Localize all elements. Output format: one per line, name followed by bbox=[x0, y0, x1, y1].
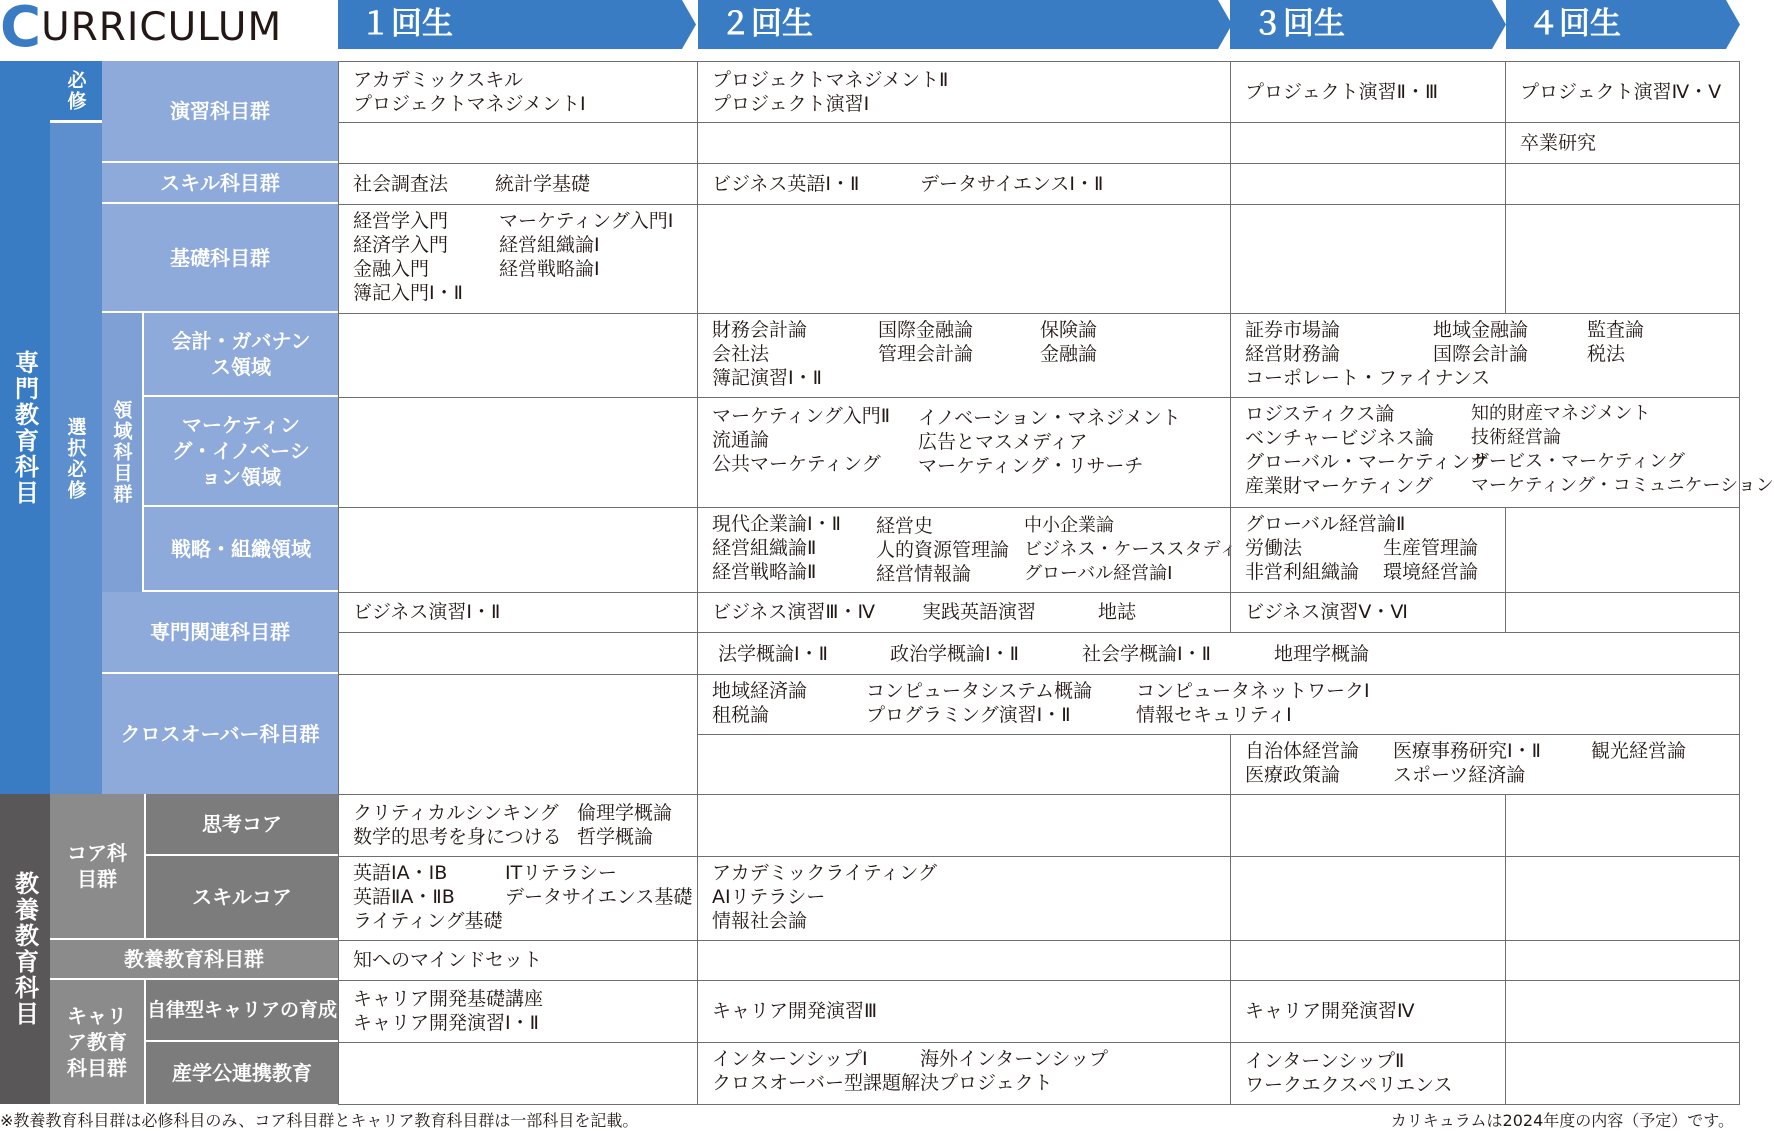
course: 流通論 bbox=[712, 429, 770, 451]
cell-kanren-y4 bbox=[1505, 592, 1740, 633]
course: ビジネス・ケーススタディ bbox=[1024, 539, 1238, 560]
cell-sotsugyo bbox=[1505, 122, 1740, 164]
cell-skillcore-y3 bbox=[1230, 856, 1506, 941]
label-core: コア科目群 bbox=[50, 794, 144, 940]
year-label: ２回生 bbox=[720, 6, 813, 42]
course: 金融入門 bbox=[353, 258, 430, 280]
course: 労働法 bbox=[1245, 537, 1303, 559]
cell-cross-row2-y3 bbox=[1230, 734, 1740, 795]
label-skill: スキル科目群 bbox=[102, 163, 338, 204]
cell-skill-y2 bbox=[697, 163, 1231, 205]
cell-cross-row1 bbox=[697, 674, 1740, 735]
course: 観光経営論 bbox=[1591, 740, 1687, 762]
course: 自治体経営論 bbox=[1245, 740, 1360, 762]
cell-sen-y2 bbox=[697, 507, 1238, 593]
course: 医療政策論 bbox=[1245, 764, 1341, 786]
cell-mkt-y1 bbox=[338, 397, 698, 508]
course: 租税論 bbox=[712, 704, 770, 726]
course: コーポレート・ファイナンス bbox=[1245, 367, 1491, 389]
course: キャリア開発演習Ⅰ・Ⅱ bbox=[353, 1012, 539, 1034]
cell-enshu-y1 bbox=[338, 61, 698, 123]
course: 経営史 bbox=[876, 515, 934, 537]
course: 公共マーケティング bbox=[712, 453, 881, 475]
course: 環境経営論 bbox=[1383, 561, 1479, 583]
course: 倫理学概論 bbox=[577, 802, 673, 824]
course: アカデミックスキル bbox=[353, 69, 524, 91]
label-senryaku: 戦略・組織領域 bbox=[144, 507, 338, 592]
cell-kiso-y2 bbox=[697, 204, 1231, 314]
cell-kiso-y1 bbox=[338, 204, 698, 314]
course: 英語ⅡA・ⅡB bbox=[353, 886, 455, 908]
course: 財務会計論 bbox=[712, 319, 808, 341]
course: キャリア開発基礎講座 bbox=[353, 988, 544, 1010]
course: 統計学基礎 bbox=[495, 173, 591, 195]
course: データサイエンス基礎 bbox=[505, 886, 693, 908]
course: 中小企業論 bbox=[1024, 515, 1114, 536]
label-enshu: 演習科目群 bbox=[102, 61, 338, 163]
course: 情報セキュリティⅠ bbox=[1136, 704, 1292, 726]
course: ワークエクスペリエンス bbox=[1245, 1074, 1453, 1096]
cell-kaikei-y1 bbox=[338, 313, 698, 398]
course: ビジネス演習Ⅰ・Ⅱ bbox=[353, 601, 501, 623]
label-sangaku: 産学公連携教育 bbox=[144, 1042, 338, 1104]
course: 税法 bbox=[1587, 343, 1626, 365]
course: グローバル経営論Ⅱ bbox=[1245, 513, 1406, 535]
cell-jiritsu-y1 bbox=[338, 980, 698, 1043]
cell-skillcore-y1 bbox=[338, 856, 698, 941]
course: 社会調査法 bbox=[353, 173, 449, 195]
course: グローバル・マーケティング bbox=[1245, 451, 1489, 473]
year-header-2 bbox=[698, 0, 1232, 49]
year-header-1 bbox=[338, 0, 696, 49]
course: コンピュータネットワークⅠ bbox=[1136, 680, 1370, 702]
course: グローバル経営論Ⅰ bbox=[1024, 563, 1173, 584]
course: インターンシップⅠ bbox=[712, 1048, 868, 1070]
cell-kyoyo-y1 bbox=[338, 940, 698, 981]
course: 社会学概論Ⅰ・Ⅱ bbox=[1082, 643, 1211, 665]
course: 経営組織論Ⅱ bbox=[712, 537, 817, 559]
course: 英語ⅠA・ⅠB bbox=[353, 862, 448, 884]
course: 地域経済論 bbox=[712, 680, 808, 702]
course: 産業財マーケティング bbox=[1245, 475, 1433, 497]
cell-enshu-y4 bbox=[1505, 61, 1740, 123]
course: ビジネス英語Ⅰ・Ⅱ bbox=[712, 173, 860, 195]
cell-sangaku-y2 bbox=[697, 1042, 1231, 1105]
course: マーケティング入門Ⅰ bbox=[499, 210, 674, 232]
course: 法学概論Ⅰ・Ⅱ bbox=[718, 643, 828, 665]
year-header-4 bbox=[1506, 0, 1740, 49]
course: ITリテラシー bbox=[505, 862, 617, 884]
cell-sangaku-y3 bbox=[1230, 1042, 1506, 1105]
category-sentaku: 選択必修 bbox=[50, 123, 102, 794]
course: 医療事務研究Ⅰ・Ⅱ bbox=[1393, 740, 1541, 762]
cell-enshu2-y1 bbox=[338, 122, 698, 164]
course: 保険論 bbox=[1040, 319, 1098, 341]
course: 哲学概論 bbox=[577, 826, 654, 848]
cell-enshu2-y3 bbox=[1230, 122, 1506, 164]
cell-skill-y3 bbox=[1230, 163, 1506, 205]
course: 経済学入門 bbox=[353, 234, 449, 256]
cell-sen-y4 bbox=[1505, 507, 1740, 593]
cell-kaikei-y2 bbox=[697, 313, 1231, 398]
course: 経営財務論 bbox=[1245, 343, 1341, 365]
course: ベンチャービジネス論 bbox=[1245, 427, 1434, 449]
cell-kyoyo-y4 bbox=[1505, 940, 1740, 981]
course: 数学的思考を身につける bbox=[353, 826, 562, 848]
label-skill-core: スキルコア bbox=[144, 856, 338, 940]
cell-skillcore-y4 bbox=[1505, 856, 1740, 941]
course: 金融論 bbox=[1040, 343, 1098, 365]
course: 政治学概論Ⅰ・Ⅱ bbox=[890, 643, 1019, 665]
cell-jiritsu-y3 bbox=[1230, 980, 1506, 1043]
label-marketing: マーケティング・イノベーション領域 bbox=[144, 397, 338, 507]
course: 経営戦略論Ⅰ bbox=[499, 258, 600, 280]
course: 監査論 bbox=[1587, 319, 1645, 341]
year-label: ４回生 bbox=[1528, 6, 1621, 42]
course: キャリア開発演習Ⅳ bbox=[1245, 1000, 1415, 1022]
category-hisshu: 必修 bbox=[50, 61, 102, 123]
course: 管理会計論 bbox=[878, 343, 974, 365]
course: クロスオーバー型課題解決プロジェクト bbox=[712, 1072, 1053, 1094]
course: 簿記入門Ⅰ・Ⅱ bbox=[353, 282, 463, 304]
course: プログラミング演習Ⅰ・Ⅱ bbox=[866, 704, 1071, 726]
category-kyoyo: 教養教育科目 bbox=[0, 794, 50, 1104]
course: クリティカルシンキング bbox=[353, 802, 559, 824]
cell-sangaku-y1 bbox=[338, 1042, 698, 1105]
label-kaikei: 会計・ガバナンス領域 bbox=[144, 313, 338, 397]
course: プロジェクト演習Ⅳ・Ⅴ bbox=[1520, 81, 1722, 103]
cell-skill-y4 bbox=[1505, 163, 1740, 205]
cell-sen-y3 bbox=[1230, 507, 1506, 593]
cell-shiko-y4 bbox=[1505, 794, 1740, 857]
cell-jiritsu-y4 bbox=[1505, 980, 1740, 1043]
category-ryoiki: 領域科目群 bbox=[102, 313, 144, 592]
course: 国際金融論 bbox=[878, 319, 974, 341]
cell-enshu-y2 bbox=[697, 61, 1231, 123]
cell-mkt-y3 bbox=[1230, 397, 1774, 508]
cell-kanren2-span bbox=[697, 632, 1740, 675]
cell-mkt-y2 bbox=[697, 397, 1231, 508]
course: イノベーション・マネジメント bbox=[918, 407, 1181, 429]
course: 非営利組織論 bbox=[1245, 561, 1360, 583]
course: 実践英語演習 bbox=[922, 601, 1037, 623]
course: 経営情報論 bbox=[876, 563, 972, 585]
course: AIリテラシー bbox=[712, 886, 826, 908]
cell-kyoyo-y3 bbox=[1230, 940, 1506, 981]
course: 生産管理論 bbox=[1383, 537, 1479, 559]
course: 知的財産マネジメント bbox=[1471, 403, 1651, 424]
course: スポーツ経済論 bbox=[1393, 764, 1526, 786]
course: キャリア開発演習Ⅲ bbox=[712, 1000, 878, 1022]
cell-jiritsu-y2 bbox=[697, 980, 1231, 1043]
course: 地誌 bbox=[1098, 601, 1137, 623]
cell-shiko-y2 bbox=[697, 794, 1231, 857]
course: コンピュータシステム概論 bbox=[866, 680, 1093, 702]
label-shiko-core: 思考コア bbox=[144, 794, 338, 856]
course: 現代企業論Ⅰ・Ⅱ bbox=[712, 513, 841, 535]
course: 海外インターンシップ bbox=[920, 1048, 1109, 1070]
course: プロジェクト演習Ⅱ・Ⅲ bbox=[1245, 81, 1439, 103]
cell-kaikei-y3 bbox=[1230, 313, 1740, 398]
course: 国際会計論 bbox=[1433, 343, 1529, 365]
course: 経営組織論Ⅰ bbox=[499, 234, 600, 256]
cell-kanren-y3 bbox=[1230, 592, 1506, 633]
label-senmon-kanren: 専門関連科目群 bbox=[102, 592, 338, 674]
cell-kiso-y3 bbox=[1230, 204, 1506, 314]
course: 経営戦略論Ⅱ bbox=[712, 561, 817, 583]
course: プロジェクト演習Ⅰ bbox=[712, 93, 870, 115]
cell-kanren2-y1 bbox=[338, 632, 698, 675]
course: 知へのマインドセット bbox=[353, 949, 543, 971]
course: 簿記演習Ⅰ・Ⅱ bbox=[712, 367, 822, 389]
logo-initial: C bbox=[0, 0, 42, 60]
year-label: ３回生 bbox=[1252, 6, 1345, 42]
course: 人的資源管理論 bbox=[876, 539, 1010, 561]
cell-kiso-y4 bbox=[1505, 204, 1740, 314]
category-senmon: 専門教育科目 bbox=[0, 61, 50, 794]
course: データサイエンスⅠ・Ⅱ bbox=[920, 173, 1104, 195]
cell-enshu-y3 bbox=[1230, 61, 1506, 123]
label-kyoyo-kyoiku: 教養教育科目群 bbox=[50, 940, 338, 980]
label-crossover: クロスオーバー科目群 bbox=[102, 674, 338, 794]
course: ビジネス演習Ⅲ・Ⅳ bbox=[712, 601, 876, 623]
course: サービス・マーケティング bbox=[1471, 451, 1685, 472]
footnote-right: カリキュラムは2024年度の内容（予定）です。 bbox=[1390, 1111, 1734, 1130]
course: 情報社会論 bbox=[712, 910, 808, 932]
course: ロジスティクス論 bbox=[1245, 403, 1395, 425]
course: 広告とマスメディア bbox=[918, 431, 1088, 453]
cell-kanren-y1 bbox=[338, 592, 698, 633]
course: プロジェクトマネジメントⅠ bbox=[353, 93, 586, 115]
course: マーケティング・コミュニケーション bbox=[1471, 475, 1774, 496]
course: アカデミックライティング bbox=[712, 862, 937, 884]
course: 地域金融論 bbox=[1433, 319, 1529, 341]
cell-sangaku-y4 bbox=[1505, 1042, 1740, 1105]
year-label: １回生 bbox=[360, 6, 453, 42]
logo-text: URRICULUM bbox=[41, 5, 283, 50]
footnote-left: ※教養教育科目群は必修科目のみ、コア科目群とキャリア教育科目群は一部科目を記載。 bbox=[0, 1111, 639, 1130]
course: プロジェクトマネジメントⅡ bbox=[712, 69, 949, 91]
course: 地理学概論 bbox=[1274, 643, 1370, 665]
course: 経営学入門 bbox=[353, 210, 449, 232]
label-jiritsu: 自律型キャリアの育成 bbox=[144, 980, 338, 1042]
cell-cross-y1 bbox=[338, 674, 698, 795]
cell-kyoyo-y2 bbox=[697, 940, 1231, 981]
cell-enshu2-y2 bbox=[697, 122, 1231, 164]
cell-shiko-y3 bbox=[1230, 794, 1506, 857]
label-career: キャリア教育科目群 bbox=[50, 980, 144, 1104]
course: 卒業研究 bbox=[1520, 132, 1597, 154]
cell-sen-y1 bbox=[338, 507, 698, 593]
course: インターンシップⅡ bbox=[1245, 1050, 1405, 1072]
cell-shiko-y1 bbox=[338, 794, 698, 857]
course: ビジネス演習Ⅴ・Ⅵ bbox=[1245, 601, 1408, 623]
cell-skill-y1 bbox=[338, 163, 698, 205]
course: ライティング基礎 bbox=[353, 910, 503, 932]
year-header-3 bbox=[1230, 0, 1506, 49]
course: 証券市場論 bbox=[1245, 319, 1341, 341]
cell-skillcore-y2 bbox=[697, 856, 1231, 941]
cell-cross-row2-y2 bbox=[697, 734, 1231, 795]
cell-kanren-y2 bbox=[697, 592, 1231, 633]
label-kiso: 基礎科目群 bbox=[102, 204, 338, 313]
course: マーケティング・リサーチ bbox=[918, 455, 1144, 477]
course: 会社法 bbox=[712, 343, 770, 365]
course: マーケティング入門Ⅱ bbox=[712, 405, 891, 427]
course: 技術経営論 bbox=[1471, 427, 1561, 448]
curriculum-logo bbox=[0, 0, 330, 58]
